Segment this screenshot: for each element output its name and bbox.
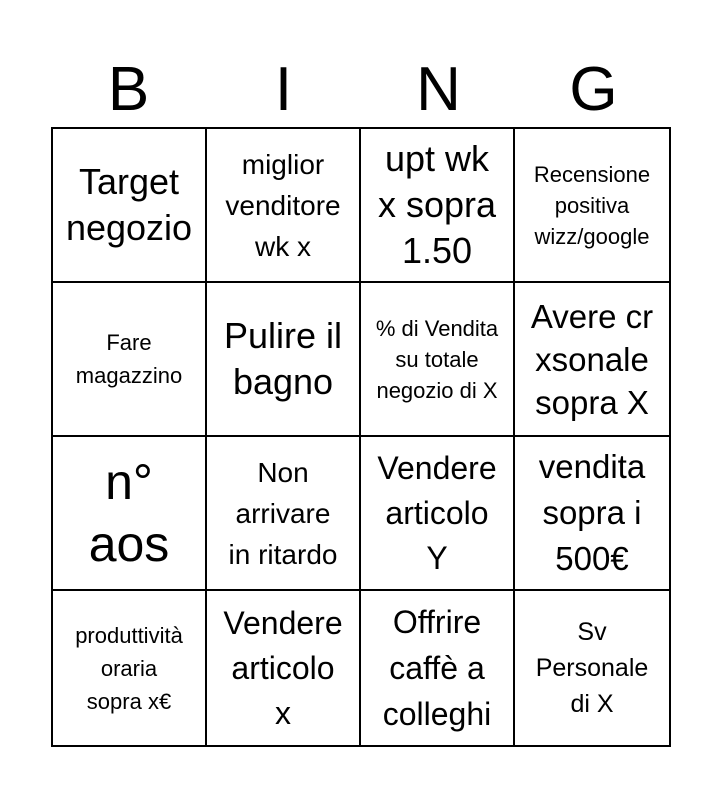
bingo-cell-text: upt wk x sopra 1.50	[377, 138, 497, 271]
bingo-cell-text: Vendere articolo Y	[377, 449, 497, 576]
bingo-cell-text: Non arrivare in ritardo	[228, 456, 338, 570]
bingo-cell-text: Target negozio	[65, 161, 193, 248]
bingo-cell[interactable]	[361, 591, 515, 745]
bingo-cell[interactable]	[53, 591, 207, 745]
bingo-cell[interactable]	[53, 437, 207, 591]
bingo-cell-text: vendita sopra i 500€	[538, 448, 646, 577]
bingo-cell[interactable]	[207, 283, 361, 437]
bingo-cell[interactable]	[207, 437, 361, 591]
bingo-cell[interactable]	[207, 129, 361, 283]
bingo-cell-text: n° aos	[88, 454, 170, 572]
bingo-cell-text: % di Vendita su totale negozio di X	[375, 315, 499, 403]
bingo-header	[51, 54, 671, 126]
bingo-cell-text: Avere cr xsonale sopra X	[530, 297, 654, 421]
bingo-board	[51, 127, 671, 747]
bingo-cell[interactable]	[361, 437, 515, 591]
bingo-cell[interactable]	[361, 129, 515, 283]
header-letter-i: I	[274, 55, 293, 124]
bingo-cell-text: Fare magazzino	[75, 330, 183, 388]
header-letter-g: G	[569, 55, 618, 124]
bingo-cell[interactable]	[515, 283, 669, 437]
bingo-cell[interactable]	[53, 129, 207, 283]
bingo-cell-text: miglior venditore wk x	[225, 148, 341, 262]
bingo-cell[interactable]	[515, 591, 669, 745]
bingo-cell[interactable]	[207, 591, 361, 745]
header-letter-b: B	[107, 55, 150, 124]
bingo-cell-text: Offrire caffè a colleghi	[382, 604, 492, 732]
bingo-cell[interactable]	[53, 283, 207, 437]
bingo-cell-text: Sv Personale di X	[535, 618, 649, 718]
bingo-cell-text: Pulire il bagno	[223, 315, 343, 402]
bingo-cell-text: Vendere articolo x	[223, 604, 343, 731]
bingo-cell-text: produttività oraria sopra x€	[75, 622, 183, 714]
header-letter-n: N	[416, 55, 461, 124]
bingo-cell[interactable]	[515, 129, 669, 283]
bingo-cell[interactable]	[361, 283, 515, 437]
bingo-cell[interactable]	[515, 437, 669, 591]
bingo-cell-text: Recensione positiva wizz/google	[533, 161, 651, 249]
